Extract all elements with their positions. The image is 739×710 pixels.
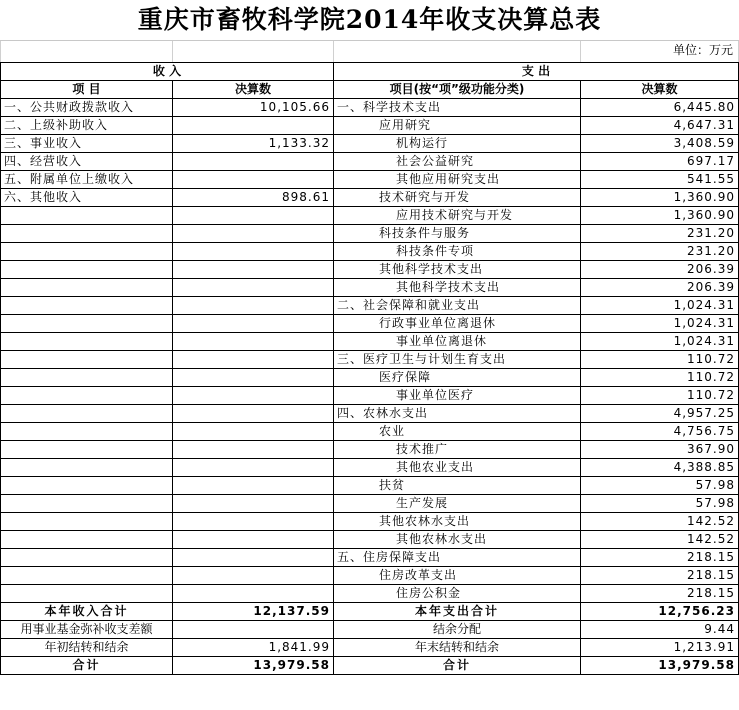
income-amount-cell [173,531,334,549]
expense-amount-cell: 206.39 [581,261,739,279]
income-amount-cell [173,333,334,351]
income-item-cell [1,225,173,243]
expense-item-cell: 科技条件与服务 [334,225,581,243]
income-item-cell: 五、附属单位上缴收入 [1,171,173,189]
expense-amount-cell: 218.15 [581,549,739,567]
income-item-cell [1,513,173,531]
income-header: 收 入 [1,63,334,81]
income-item-cell [1,315,173,333]
total-income-amount: 13,979.58 [173,657,334,675]
table-row [1,189,739,207]
expense-amount-cell: 1,360.90 [581,207,739,225]
expense-item-cell: 其他农林水支出 [334,531,581,549]
expense-item-cell: 三、医疗卫生与计划生育支出 [334,351,581,369]
expense-amount-cell: 57.98 [581,477,739,495]
table-row [1,153,739,171]
table-row [1,225,739,243]
income-amount-cell [173,495,334,513]
expense-amount-cell: 4,388.85 [581,459,739,477]
total-row [1,621,739,639]
table-row [1,477,739,495]
expense-amount-cell: 110.72 [581,369,739,387]
table-row [1,351,739,369]
table-row [1,459,739,477]
expense-amount-column-header: 决算数 [581,81,739,99]
income-amount-cell [173,225,334,243]
expense-item-cell: 生产发展 [334,495,581,513]
expense-item-cell: 住房改革支出 [334,567,581,585]
expense-amount-cell: 110.72 [581,351,739,369]
expense-amount-cell: 4,647.31 [581,117,739,135]
expense-item-cell: 医疗保障 [334,369,581,387]
income-amount-cell: 1,133.32 [173,135,334,153]
income-amount-cell [173,477,334,495]
column-header-row [1,81,739,99]
income-item-cell [1,243,173,261]
table-row [1,585,739,603]
table-row [1,513,739,531]
expense-item-cell: 一、科学技术支出 [334,99,581,117]
expense-item-cell: 其他科学技术支出 [334,261,581,279]
table-row [1,135,739,153]
income-amount-cell [173,387,334,405]
page-title: 重庆市畜牧科学院2014年收支决算总表 [137,5,602,34]
income-item-cell [1,423,173,441]
total-row [1,603,739,621]
income-item-cell [1,261,173,279]
table-row [1,297,739,315]
table-row [1,99,739,117]
income-item-cell [1,585,173,603]
income-amount-cell [173,315,334,333]
income-amount-cell [173,153,334,171]
table-row [1,279,739,297]
expense-amount-cell: 142.52 [581,531,739,549]
expense-item-cell: 事业单位离退休 [334,333,581,351]
income-item-cell: 三、事业收入 [1,135,173,153]
table-row [1,441,739,459]
income-item-cell [1,459,173,477]
total-expense-label: 结余分配 [334,621,581,639]
income-amount-cell [173,369,334,387]
expense-amount-cell: 6,445.80 [581,99,739,117]
total-row [1,639,739,657]
income-amount-cell [173,351,334,369]
income-amount-cell [173,171,334,189]
expense-item-cell: 四、农林水支出 [334,405,581,423]
table-row [1,207,739,225]
income-amount-cell [173,297,334,315]
income-amount-cell [173,513,334,531]
total-income-label: 年初结转和结余 [1,639,173,657]
income-amount-cell [173,279,334,297]
expense-item-cell: 应用技术研究与开发 [334,207,581,225]
expense-amount-cell: 367.90 [581,441,739,459]
expense-item-cell: 技术推广 [334,441,581,459]
expense-amount-cell: 231.20 [581,243,739,261]
income-amount-cell [173,441,334,459]
table-row [1,117,739,135]
table-row [1,315,739,333]
expense-amount-cell: 3,408.59 [581,135,739,153]
total-expense-label: 本年支出合计 [334,603,581,621]
total-income-label: 合计 [1,657,173,675]
income-item-cell [1,333,173,351]
expense-amount-cell: 218.15 [581,567,739,585]
income-item-column-header: 项 目 [1,81,173,99]
expense-item-cell: 其他应用研究支出 [334,171,581,189]
total-expense-amount: 12,756.23 [581,603,739,621]
table-row [1,387,739,405]
income-amount-cell [173,117,334,135]
expense-item-cell: 五、住房保障支出 [334,549,581,567]
total-expense-label: 年末结转和结余 [334,639,581,657]
expense-item-cell: 二、社会保障和就业支出 [334,297,581,315]
expense-amount-cell: 206.39 [581,279,739,297]
expense-amount-cell: 1,360.90 [581,189,739,207]
expense-amount-cell: 697.17 [581,153,739,171]
expense-amount-cell: 1,024.31 [581,333,739,351]
table-row [1,549,739,567]
expense-amount-cell: 4,957.25 [581,405,739,423]
income-item-cell: 四、经营收入 [1,153,173,171]
expense-amount-cell: 541.55 [581,171,739,189]
total-income-amount: 1,841.99 [173,639,334,657]
expense-item-cell: 行政事业单位离退休 [334,315,581,333]
income-amount-cell: 10,105.66 [173,99,334,117]
total-income-label: 用事业基金弥补收支差额 [1,621,173,639]
expense-amount-cell: 1,024.31 [581,297,739,315]
income-item-cell [1,549,173,567]
income-amount-cell [173,459,334,477]
expense-amount-cell: 231.20 [581,225,739,243]
total-expense-amount: 13,979.58 [581,657,739,675]
expense-amount-cell: 57.98 [581,495,739,513]
total-income-amount: 12,137.59 [173,603,334,621]
section-header-row [1,63,739,81]
income-amount-cell [173,549,334,567]
expense-header: 支 出 [334,63,739,81]
total-row [1,657,739,675]
income-item-cell: 六、其他收入 [1,189,173,207]
income-item-cell [1,279,173,297]
income-item-cell [1,495,173,513]
total-expense-label: 合计 [334,657,581,675]
table-row [1,369,739,387]
table-row [1,531,739,549]
expense-item-cell: 住房公积金 [334,585,581,603]
table-row [1,243,739,261]
expense-item-cell: 应用研究 [334,117,581,135]
income-item-cell [1,369,173,387]
table-row [1,567,739,585]
income-item-cell [1,297,173,315]
income-item-cell [1,387,173,405]
income-amount-cell [173,405,334,423]
table-row [1,333,739,351]
expense-item-cell: 其他农林水支出 [334,513,581,531]
spreadsheet-grid-row [0,40,739,61]
table-row [1,423,739,441]
income-amount-cell: 898.61 [173,189,334,207]
expense-amount-cell: 4,756.75 [581,423,739,441]
expense-item-cell: 社会公益研究 [334,153,581,171]
expense-amount-cell: 110.72 [581,387,739,405]
income-item-cell [1,441,173,459]
table-row [1,171,739,189]
expense-item-cell: 科技条件专项 [334,243,581,261]
expense-amount-cell: 218.15 [581,585,739,603]
income-item-cell [1,351,173,369]
expense-item-cell: 农业 [334,423,581,441]
table-row [1,261,739,279]
expense-amount-cell: 1,024.31 [581,315,739,333]
income-item-cell [1,405,173,423]
expense-amount-cell: 142.52 [581,513,739,531]
income-amount-column-header: 决算数 [173,81,334,99]
income-amount-cell [173,567,334,585]
income-amount-cell [173,423,334,441]
income-item-cell [1,567,173,585]
expense-item-cell: 其他农业支出 [334,459,581,477]
table-row [1,495,739,513]
income-item-cell [1,531,173,549]
income-item-cell [1,207,173,225]
expense-item-cell: 机构运行 [334,135,581,153]
total-income-amount [173,621,334,639]
expense-item-cell: 其他科学技术支出 [334,279,581,297]
income-item-cell [1,477,173,495]
expense-item-cell: 扶贫 [334,477,581,495]
total-income-label: 本年收入合计 [1,603,173,621]
table-row [1,405,739,423]
income-item-cell: 一、公共财政拨款收入 [1,99,173,117]
income-amount-cell [173,585,334,603]
unit-label: 单位：万元 [672,43,733,57]
budget-table [0,62,739,675]
income-amount-cell [173,243,334,261]
total-expense-amount: 9.44 [581,621,739,639]
total-expense-amount: 1,213.91 [581,639,739,657]
income-item-cell: 二、上级补助收入 [1,117,173,135]
income-amount-cell [173,261,334,279]
expense-item-cell: 事业单位医疗 [334,387,581,405]
income-amount-cell [173,207,334,225]
expense-item-cell: 技术研究与开发 [334,189,581,207]
expense-item-column-header: 项目(按“项”级功能分类) [334,81,581,99]
